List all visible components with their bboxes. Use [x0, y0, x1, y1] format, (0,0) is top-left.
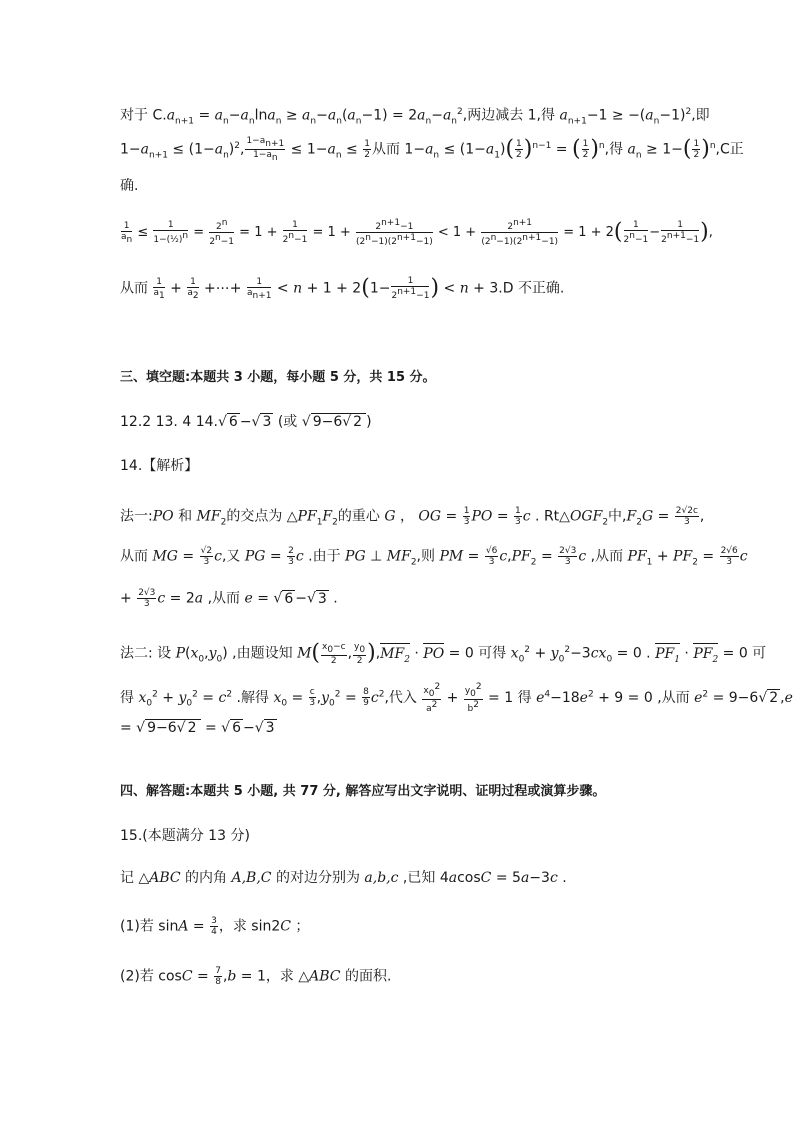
q15-part2: (2)若 cosC = $\frac{7}{8}$ ,b = 1，求 △ABC 的面积.	[120, 966, 392, 987]
q15-title: 15.(本题满分 13 分)	[120, 828, 250, 844]
section4-heading: 四、解答题:本题共 5 小题, 共 77 分, 解答应写出文字说明、证明过程或演算步骤。	[120, 784, 606, 799]
q15-stem: 记 △ABC 的内角 A,B,C 的对边分别为 a,b,c ,已知 4acosC = 5a−3c .	[120, 870, 567, 886]
q14-method1-line3: + $\frac{2√3}{3}$ c = 2a ,从而 e = √ 6 −√ 3 .	[120, 588, 338, 609]
section3-heading: 三、填空题:本题共 3 小题，每小题 5 分，共 15 分。	[120, 370, 436, 385]
q14-method1-line2: 从而 MG = $\frac{√2}{3}$ c,又 PG = $\frac{2}{3}$ c .由于 PG ⊥ $MF_2$,则 PM = $\frac{√6}{3}$ $c,PF_2$ = $\frac{2√3}{3}$ c ,从而 $PF_1 + PF_2$ = $\frac{2√6}{3}$ c	[120, 546, 748, 568]
q14-method1-line1: 法一:PO 和 $MF_2$的交点为 $\triangle PF_1F_2$的重心 G ， OG = $\frac{1}{3}$ PO = $\frac{1}{3}$ c . $Rt\triangle OGF_2$中$,F_2G$ = $\frac{2√2c}{3}$ ,	[120, 506, 705, 528]
analysis-d-line4: $\frac{1}{a_n}$ ≤ $\frac{1}{1-(\frac{1}{2})^n}$ = $\frac{2^n}{2^n-1}$ = 1 + $\frac{1}{2^n-1}$ = 1 + $\frac{2^{n+1}-1}{(2^n-1)(2^{n+1}-1)}$ < 1 + $\frac{2^{n+1}}{(2^n-1)(2^{n+1}-1)}$ = 1 + 2( $\frac{1}{2^n-1}$ − $\frac{1}{2^{n+1}-1}$ ),	[121, 218, 713, 247]
q14-method2-line2: 得 $x_0^2 + y_0^2 = c^2$ .解得 $x_0$ = $\frac{c}{3}$ $,y_0^2$ = $\frac{8}{9}$ $c^2$,代入 $\frac{x_0^2}{a^2}$ + $\frac{y_0^2}{b^2}$ = 1 得 $e^4-18e^2 + 9 = 0$ ,从而 $e^2 = 9-6√$ 2 ,e	[120, 682, 793, 714]
q14-method2-line3: = √ 9−6√ 2 = √ 6 −√ 3	[120, 720, 275, 736]
section3-answers: 12.2 13. 4 14.√ 6 −√ 3 (或 √ 9−6√ 2 )	[120, 414, 372, 430]
q14-method2-line1: 法二: 设 $P(x_0,y_0)$ ,由题设知 M( $\frac{x_0-c}{2}$ , $\frac{y_0}{2}$ )$,MF_2$ · PO = 0 可得 $x_0^2 + y_0^2-3cx_0 = 0$ . $PF_1 \cdot PF_2 = 0$ 可	[120, 640, 766, 669]
analysis-c-line1: 对于 $C.a_{n+1} = a_n-a_n\ln a_n \ge a_n-a_n(a_n-1) = 2a_n-a_n^2$,两边减去 1,得 $a_{n+1}-1 \ge -(a_n-1)^2$,即	[120, 107, 710, 127]
analysis-d-line5: 从而 $\frac{1}{a_1}$ + $\frac{1}{a_2}$ +⋯+ $\frac{1}{a_{n+1}}$ < n + 1 + 2(1− $\frac{1}{2^{n+1}-1}$ ) < n + 3.D 不正确.	[120, 275, 565, 301]
q15-part1: (1)若 sinA = $\frac{3}{4}$ ，求 sin2C ；	[120, 916, 310, 937]
analysis-c-line3: 确.	[120, 178, 139, 194]
q14-title: 14.【解析】	[120, 458, 199, 474]
analysis-c-line2: $1-a_{n+1} \le (1-a_n)^2$, $\frac{1-a_{n+1}}{1-a_n}$ ≤ $1-a_n$ ≤ $\frac{1}{2}$ 从而 $1-a_n \le (1-a_1)$( $\frac{1}{2}$ )$^{n-1}$ = ( $\frac{1}{2}$ )$^n$,得 $a_n \ge 1-$( $\frac{1}{2}$ )$^n$,C正	[120, 136, 744, 163]
